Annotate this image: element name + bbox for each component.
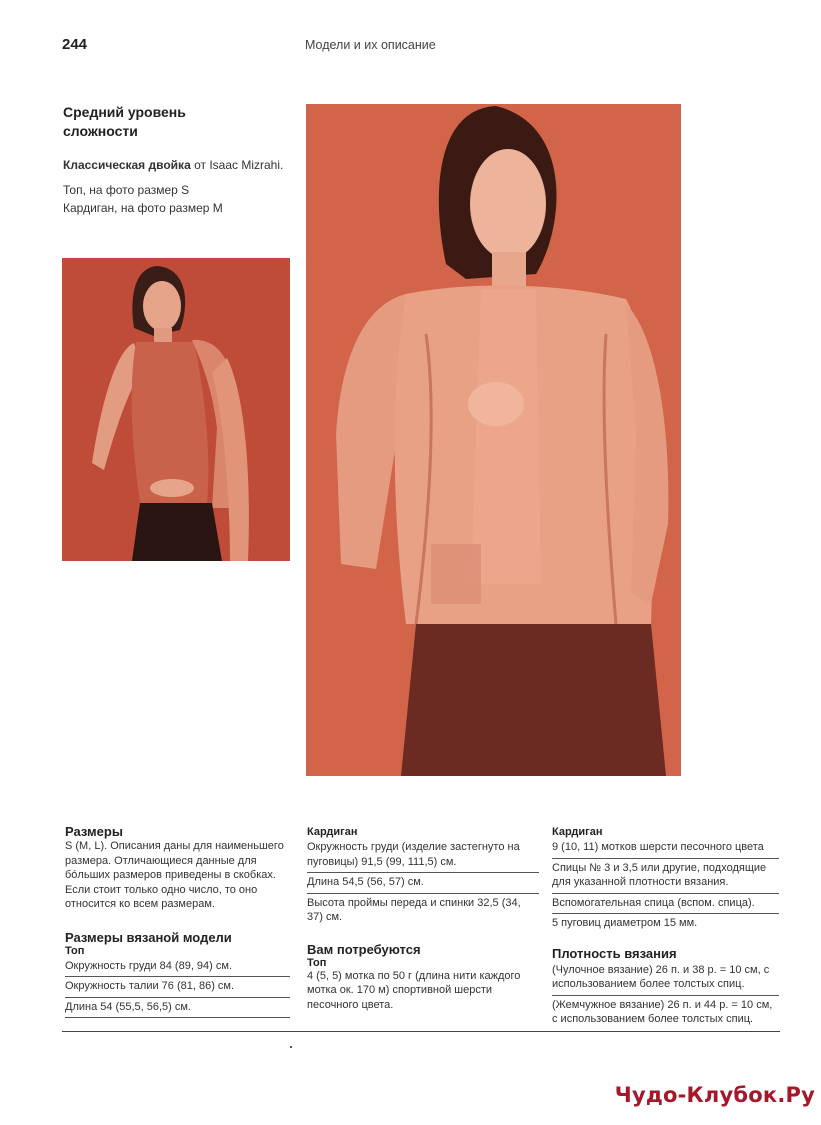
photo-cardigan-model — [306, 104, 681, 776]
column-cardigan-gauge — [552, 826, 779, 1030]
model-title-author: от Isaac Mizrahi. — [190, 158, 284, 172]
print-dot — [290, 1046, 292, 1048]
running-head: Модели и их описание — [305, 38, 436, 52]
finished-cardigan-row: Окружность груди (изделие застегнуто на пуговицы) 91,5 (99, 111,5) см. — [307, 838, 539, 873]
materials-heading: Вам потребуются — [307, 941, 421, 957]
bottom-rule — [62, 1031, 780, 1032]
finished-cardigan-row: Высота проймы переда и спинки 32,5 (34, 37) см. — [307, 896, 521, 923]
materials-cardigan-row: 5 пуговиц диаметром 15 мм. — [552, 917, 698, 929]
finished-cardigan-label: Кардиган — [307, 826, 358, 838]
model-title — [63, 158, 283, 172]
column-sizes — [65, 824, 290, 1018]
watermark: Чудо-Клубок.Ру — [614, 1083, 815, 1107]
materials-cardigan-row: Вспомогательная спица (вспом. спица). — [552, 894, 779, 915]
difficulty-heading: Средний уровень сложности — [63, 104, 186, 139]
materials-top-text: 4 (5, 5) мотка по 50 г (длина нити каждого мотка ок. 170 м) спортивной шерсти песочного цвета. — [307, 969, 521, 1011]
materials-cardigan-row: 9 (10, 11) мотков шерсти песочного цвета — [552, 838, 779, 859]
materials-top-label: Топ — [307, 956, 327, 969]
size-line-top: Топ, на фото размер S — [63, 183, 190, 197]
finished-top-row: Длина 54 (55,5, 56,5) см. — [65, 998, 290, 1019]
gauge-row: (Жемчужное вязание) 26 п. и 44 р. = 10 см, с использованием более толстых спиц. — [552, 998, 773, 1025]
gauge-heading: Плотность вязания — [552, 945, 677, 961]
finished-heading: Размеры вязаной модели — [65, 929, 232, 945]
model-title-bold: Классическая двойка — [63, 158, 191, 172]
sizes-text: S (M, L). Описания даны для наименьшего размера. Отличающиеся данные для бóльших размеров приведены в скобках. Если стоит только одно число, то оно относится ко всем размерам. — [65, 840, 284, 910]
finished-top-row: Окружность груди 84 (89, 94) см. — [65, 957, 290, 978]
size-line-cardigan: Кардиган, на фото размер M — [63, 201, 223, 215]
finished-cardigan-row: Длина 54,5 (56, 57) см. — [307, 873, 539, 894]
gauge-row: (Чулочное вязание) 26 п. и 38 р. = 10 см, с использованием более толстых спиц. — [552, 961, 779, 996]
finished-top-label: Топ — [65, 944, 85, 957]
materials-cardigan-label: Кардиган — [552, 826, 603, 838]
page-number: 244 — [62, 36, 88, 53]
finished-top-row: Окружность талии 76 (81, 86) см. — [65, 977, 290, 998]
materials-cardigan-row: Спицы № 3 и 3,5 или другие, подходящие для указанной плотности вязания. — [552, 859, 779, 894]
photo-top-model — [62, 258, 290, 561]
sizes-heading: Размеры — [65, 824, 123, 839]
column-cardigan-materials — [307, 826, 539, 1012]
